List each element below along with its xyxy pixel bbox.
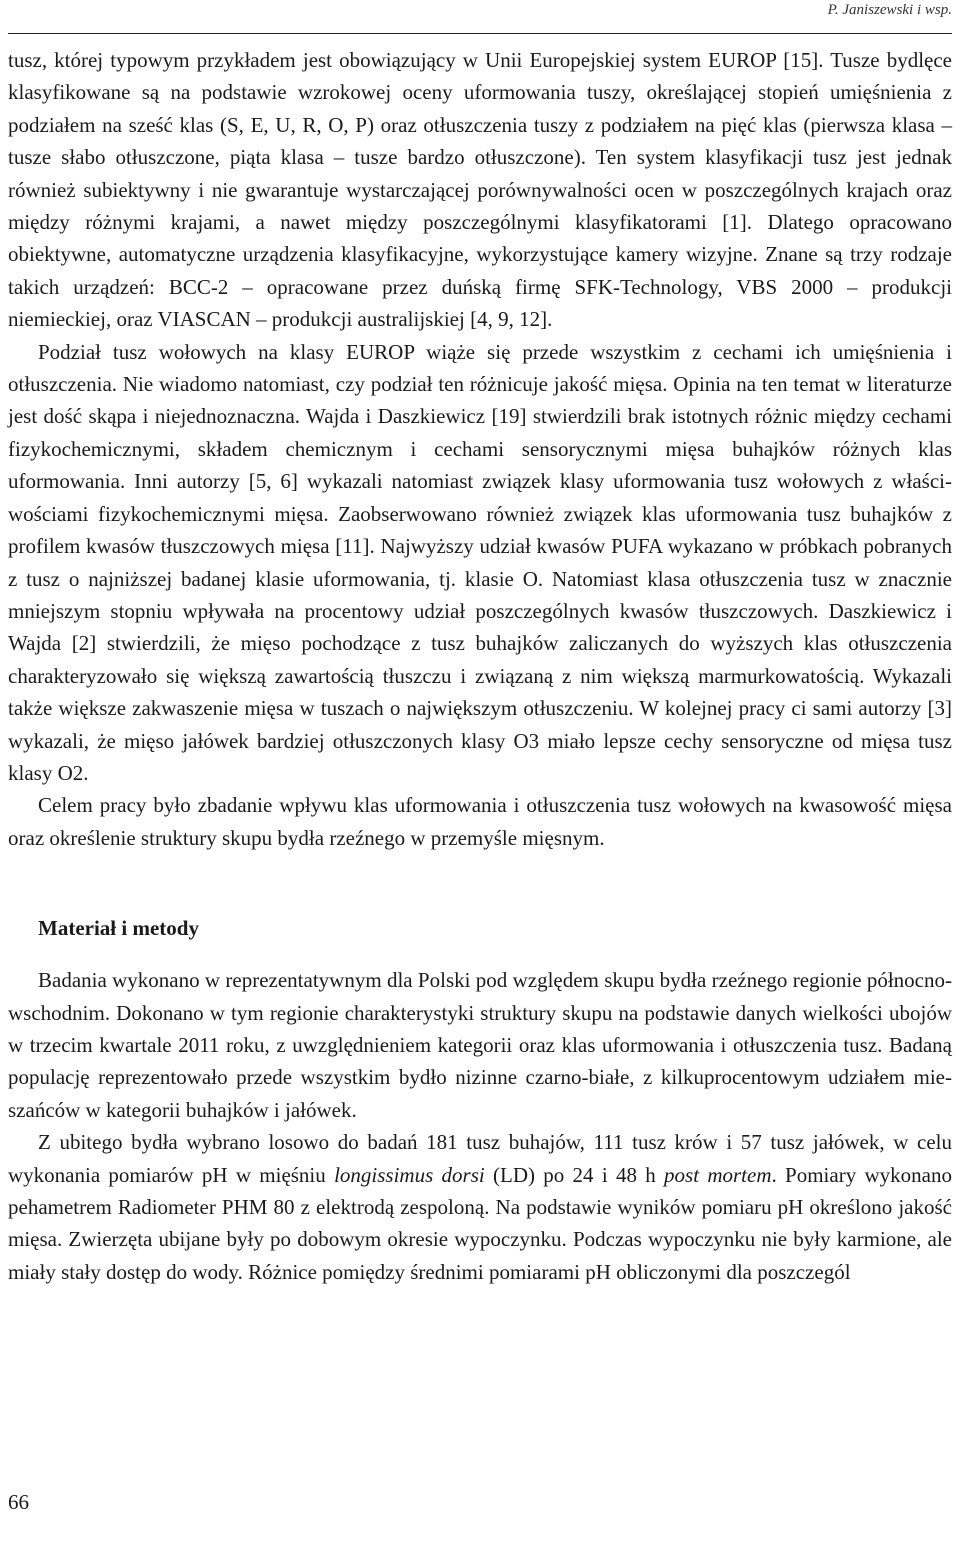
paragraph-5-text-b: (LD) po 24 i 48 h: [484, 1162, 665, 1187]
section-heading-materials-methods: Materiał i metody: [38, 916, 199, 941]
page-content: [8, 44, 952, 1288]
latin-muscle-name: longissimus dorsi: [334, 1162, 485, 1187]
paragraph-5-text-a: Z ubitego bydła wybrano losowo do badań 181 tusz buhajów, 111 tusz krów i 57 tusz jałówek, w celu wykonania pomiarów pH w mięśniu: [8, 1130, 952, 1187]
paragraph-3: Celem pracy było zbadanie wpływu klas uformowania i otłuszczenia tusz wołowych na kwasowość mięsa oraz określenie struktury skupu bydła rzeźnego w przemyśle mięsnym.: [8, 793, 952, 850]
post-mortem-term: post mortem: [664, 1162, 772, 1187]
paragraph-5-text-c: . Pomiary wykonano pehametrem Radiometer PHM 80 z elektrodą zespoloną. Na podstawie wyników pomiaru pH określono jakość mięsa. Zwierzęta ubijane były po dobowym okresie wypoczynku. Podczas wypoczynku nie były karmione, ale miały stały dostęp do wody. Różnice pomiędzy średnimi pomiarami pH obliczonymi dla poszczegól: [8, 1162, 952, 1284]
paragraph-2: Podział tusz wołowych na klasy EUROP wiąże się przede wszystkim z cechami ich umięśnienia i otłuszczenia. Nie wiadomo natomiast, czy podział ten różnicuje jakość mięsa. Opinia na ten temat w literaturze jest dość skąpa i niejednoznaczna. Wajda i Daszkiewicz [19] stwierdzili brak istotnych różnic między cechami fizykochemicznymi, składem chemicznym i cechami sensorycznymi mięsa buhajków różnych klas uformowania. Inni autorzy [5, 6] wykazali natomiast związek klasy uformowania tusz wołowych z właściwościami fizykochemicznymi mięsa. Zaobserwowano również związek klas uformowania tusz buhajków z profilem kwasów tłuszczowych mięsa [11]. Najwyższy udział kwasów PUFA wykazano w próbkach pobranych z tusz o najniższej badanej klasie uformowania, tj. klasie O. Natomiast klasa otłuszczenia tusz w znacznie mniejszym stopniu wpływała na procentowy udział poszczególnych kwasów tłuszczowych. Daszkiewicz i Wajda [2] stwierdzili, że mięso pochodzące z tusz buhajków zaliczanych do wyższych klas otłuszczenia charakteryzowało się większą zawartością tłuszczu i związaną z nim większą marmurkowatością. Wykazali także większe zakwaszenie mięsa w tuszach o największym otłuszczeniu. W kolejnej pracy ci sami autorzy [3] wykazali, że mięso jałówek bardziej otłuszczonych klasy O3 miało lepsze cechy sensoryczne od mięsa tusz klasy O2.: [8, 339, 952, 785]
paragraph-4: Badania wykonano w reprezentatywnym dla Polski pod względem skupu bydła rzeźnego regionie północno-wschodnim. Dokonano w tym regionie charakterystyki struktury skupu na podstawie danych wielkości ubojów w trzecim kwartale 2011 roku, z uwzględnieniem kategorii oraz klas uformowania i otłuszczenia tusz. Badaną populację reprezentowało przede wszystkim bydło nizinne czarno-białe, z kilkuprocentowym udziałem mieszańców w kategorii buhajków i jałówek.: [8, 968, 952, 1122]
running-head: P. Janiszewski i wsp.: [827, 2, 952, 18]
paragraph-5: [8, 1126, 952, 1288]
paragraph-1: tusz, której typowym przykładem jest obowiązujący w Unii Europejskiej system EUROP [15]. Tusze bydlęce klasyfikowane są na podstawie wzrokowej oceny uformowania tuszy, określającej stopień umięśnienia z podziałem na sześć klas (S, E, U, R, O, P) oraz otłuszczenia tuszy z podziałem na pięć klas (pierwsza klasa – tusze słabo otłuszczone, piąta klasa – tusze bardzo otłuszczone). Ten system klasyfikacji tusz jest jednak również subiektywny i nie gwarantuje wystarczającej porównywalności ocen w poszczególnych krajach oraz między różnymi krajami, a nawet między poszczególnymi klasyfikatorami [1]. Dlatego opracowano obiektywne, automatyczne urządzenia klasyfikacyjne, wykorzystujące kamery wizyjne. Znane są trzy rodzaje takich urządzeń: BCC-2 – opracowane przez duńską firmę SFK-Technology, VBS 2000 – produkcji niemieckiej, oraz VIASCAN – produkcji australijskiej [4, 9, 12].: [8, 48, 952, 332]
header-rule: [8, 33, 952, 34]
page-number: 66: [8, 1490, 29, 1514]
